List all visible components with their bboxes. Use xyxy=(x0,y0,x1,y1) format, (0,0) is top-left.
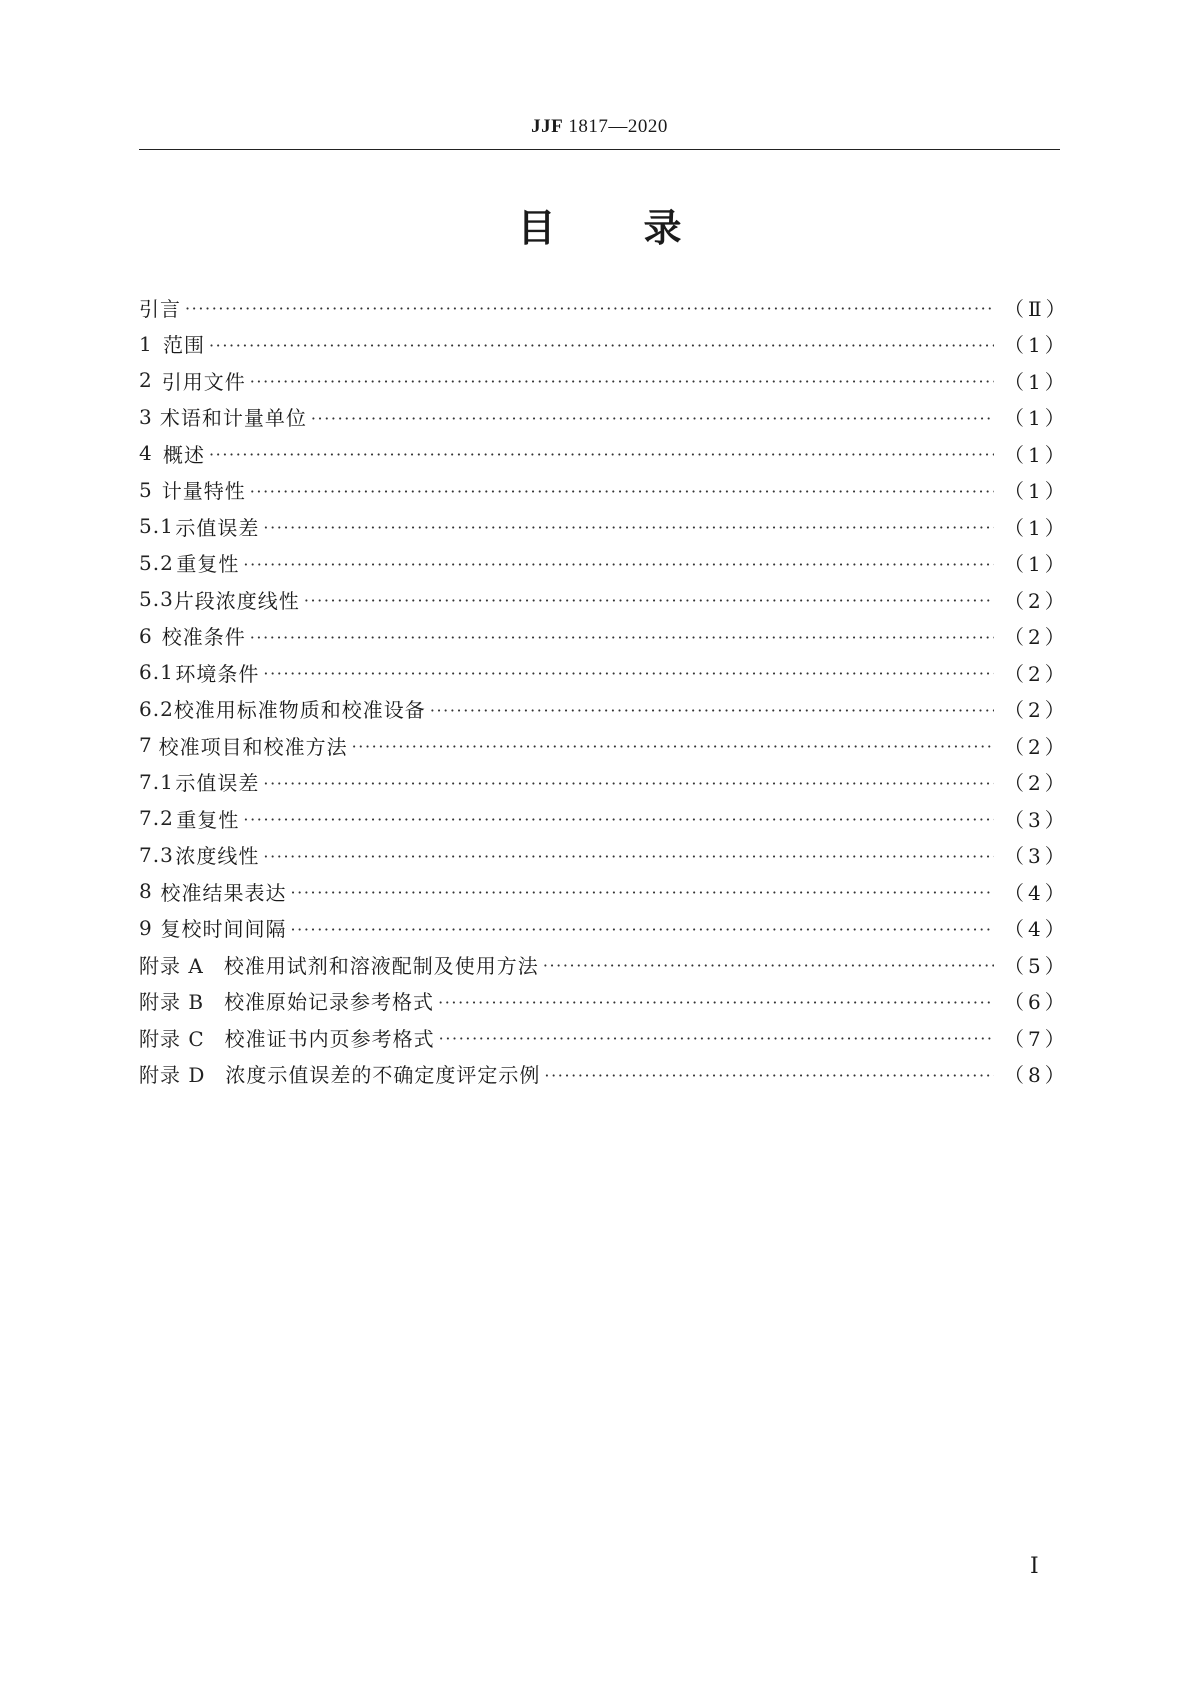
toc-entry[interactable] xyxy=(139,326,1069,363)
toc-entry[interactable] xyxy=(139,508,1069,545)
toc-entry-number: 7.3 xyxy=(139,842,174,867)
toc-entry-title: 范围 xyxy=(162,333,205,358)
document-header xyxy=(139,116,1060,138)
toc-entry[interactable] xyxy=(139,289,1070,326)
toc-dot-leader xyxy=(185,299,994,319)
toc-entry-title: 校准用试剂和溶液配制及使用方法 xyxy=(223,953,539,978)
toc-entry-title: 校准结果表达 xyxy=(160,880,287,905)
toc-dot-leader xyxy=(250,628,994,648)
toc-entry-number: 8 xyxy=(139,879,153,904)
toc-dot-leader xyxy=(263,518,994,538)
toc-entry-page: （1） xyxy=(1004,369,1069,394)
toc-entry-title: 重复性 xyxy=(176,552,240,577)
toc-entry[interactable] xyxy=(139,1019,1069,1056)
toc-dot-leader xyxy=(250,482,994,502)
toc-entry-number: 附录 A xyxy=(139,953,204,978)
toc-entry-number: 7.1 xyxy=(139,769,174,794)
toc-entry-page: （7） xyxy=(1004,1026,1069,1051)
toc-entry[interactable] xyxy=(139,472,1069,509)
toc-dot-leader xyxy=(439,1029,994,1049)
toc-dot-leader xyxy=(209,445,994,465)
toc-entry-number: 6 xyxy=(139,623,153,648)
toc-entry[interactable] xyxy=(139,983,1069,1020)
page-title: 目录 xyxy=(517,206,770,250)
toc-entry-page: （3） xyxy=(1004,844,1069,869)
toc-entry-number: 2 xyxy=(139,368,153,393)
toc-entry-page: （1） xyxy=(1004,515,1069,540)
toc-entry-page: （5） xyxy=(1004,953,1069,978)
toc-dot-leader xyxy=(263,847,994,867)
toc-dot-leader xyxy=(250,372,994,392)
toc-dot-leader xyxy=(263,664,994,684)
toc-entry-number: 7 xyxy=(139,733,153,758)
toc-entry-title: 引用文件 xyxy=(161,369,246,394)
toc-dot-leader xyxy=(291,883,995,903)
toc-entry-number: 附录 B xyxy=(139,990,205,1015)
toc-entry[interactable] xyxy=(139,399,1069,436)
toc-entry-title: 片段浓度线性 xyxy=(173,588,300,613)
toc-entry-number: 5 xyxy=(139,477,153,502)
toc-entry-page: （4） xyxy=(1004,917,1069,942)
toc-dot-leader xyxy=(243,555,994,575)
toc-dot-leader xyxy=(311,409,994,429)
toc-entry[interactable] xyxy=(139,435,1069,472)
toc-dot-leader xyxy=(304,591,994,611)
toc-entry-number: 附录 D xyxy=(139,1063,206,1088)
header-divider xyxy=(139,149,1060,150)
toc-entry-number: 6.1 xyxy=(139,660,174,685)
toc-entry[interactable] xyxy=(139,764,1069,801)
toc-entry-page: （6） xyxy=(1004,990,1069,1015)
toc-dot-leader xyxy=(438,993,994,1013)
toc-entry-title: 示值误差 xyxy=(175,771,260,796)
standard-prefix: JJF xyxy=(531,116,564,137)
toc-entry[interactable] xyxy=(139,910,1069,947)
toc-entry-title: 校准条件 xyxy=(161,625,246,650)
toc-entry-title: 计量特性 xyxy=(161,479,246,504)
toc-entry[interactable] xyxy=(139,618,1069,655)
toc-entry-number: 5.2 xyxy=(139,550,174,575)
toc-entry[interactable] xyxy=(139,362,1069,399)
toc-entry[interactable] xyxy=(139,654,1069,691)
toc-entry-number: 4 xyxy=(139,441,153,466)
toc-entry-page: （Ⅱ） xyxy=(1004,296,1070,321)
toc-entry-number: 5.3 xyxy=(139,587,174,612)
toc-entry-title: 概述 xyxy=(162,442,205,467)
toc-dot-leader xyxy=(209,336,994,356)
toc-entry-title: 校准项目和校准方法 xyxy=(158,734,348,759)
toc-entry-page: （1） xyxy=(1004,406,1069,431)
toc-entry-page: （1） xyxy=(1004,333,1069,358)
toc-entry-page: （3） xyxy=(1004,807,1069,832)
toc-entry-title: 环境条件 xyxy=(175,661,260,686)
toc-entry-page: （2） xyxy=(1004,625,1069,650)
toc-entry[interactable] xyxy=(139,691,1069,728)
page-number: Ⅰ xyxy=(1030,1553,1039,1578)
toc-entry-number: 5.1 xyxy=(139,514,174,539)
toc-entry-number: 7.2 xyxy=(139,806,174,831)
toc-entry[interactable] xyxy=(139,581,1069,618)
toc-entry-title: 复校时间间隔 xyxy=(160,917,287,942)
toc-entry[interactable] xyxy=(139,946,1069,983)
toc-entry-number: 3 xyxy=(139,404,153,429)
toc-entry[interactable] xyxy=(139,873,1069,910)
toc-entry-title: 重复性 xyxy=(176,807,240,832)
toc-dot-leader xyxy=(543,956,994,976)
toc-entry-number: 1 xyxy=(139,331,153,356)
toc-entry-page: （2） xyxy=(1004,698,1069,723)
toc-entry-page: （2） xyxy=(1004,771,1069,796)
table-of-contents xyxy=(139,289,1070,1092)
toc-entry-page: （2） xyxy=(1004,588,1069,613)
toc-dot-leader xyxy=(291,920,995,940)
toc-dot-leader xyxy=(544,1066,994,1086)
toc-entry-title: 校准用标准物质和校准设备 xyxy=(173,698,426,723)
toc-entry[interactable] xyxy=(139,1056,1069,1093)
toc-entry[interactable] xyxy=(139,727,1069,764)
toc-dot-leader xyxy=(430,701,994,721)
toc-entry-number: 9 xyxy=(139,915,153,940)
toc-dot-leader xyxy=(263,774,994,794)
toc-entry-page: （1） xyxy=(1004,552,1069,577)
toc-entry-page: （2） xyxy=(1004,734,1069,759)
toc-entry-title: 术语和计量单位 xyxy=(159,406,307,431)
standard-code: 1817—2020 xyxy=(563,116,668,137)
toc-entry[interactable] xyxy=(139,800,1069,837)
toc-entry-title: 浓度线性 xyxy=(175,844,260,869)
toc-entry-page: （1） xyxy=(1004,479,1069,504)
toc-entry-title: 示值误差 xyxy=(175,515,260,540)
toc-entry[interactable] xyxy=(139,545,1069,582)
toc-entry-title: 校准原始记录参考格式 xyxy=(224,990,435,1015)
toc-entry-number: 6.2 xyxy=(139,696,174,721)
toc-entry-page: （1） xyxy=(1004,442,1069,467)
toc-entry-page: （4） xyxy=(1004,880,1069,905)
toc-entry-page: （2） xyxy=(1004,661,1069,686)
toc-entry-title: 校准证书内页参考格式 xyxy=(224,1026,435,1051)
toc-entry-number: 附录 C xyxy=(139,1026,205,1051)
toc-entry-page: （8） xyxy=(1004,1063,1069,1088)
toc-entry[interactable] xyxy=(139,837,1069,874)
toc-dot-leader xyxy=(243,810,994,830)
toc-entry-title: 浓度示值误差的不确定度评定示例 xyxy=(225,1063,541,1088)
toc-dot-leader xyxy=(352,737,994,757)
toc-entry-title: 引言 xyxy=(139,296,181,321)
